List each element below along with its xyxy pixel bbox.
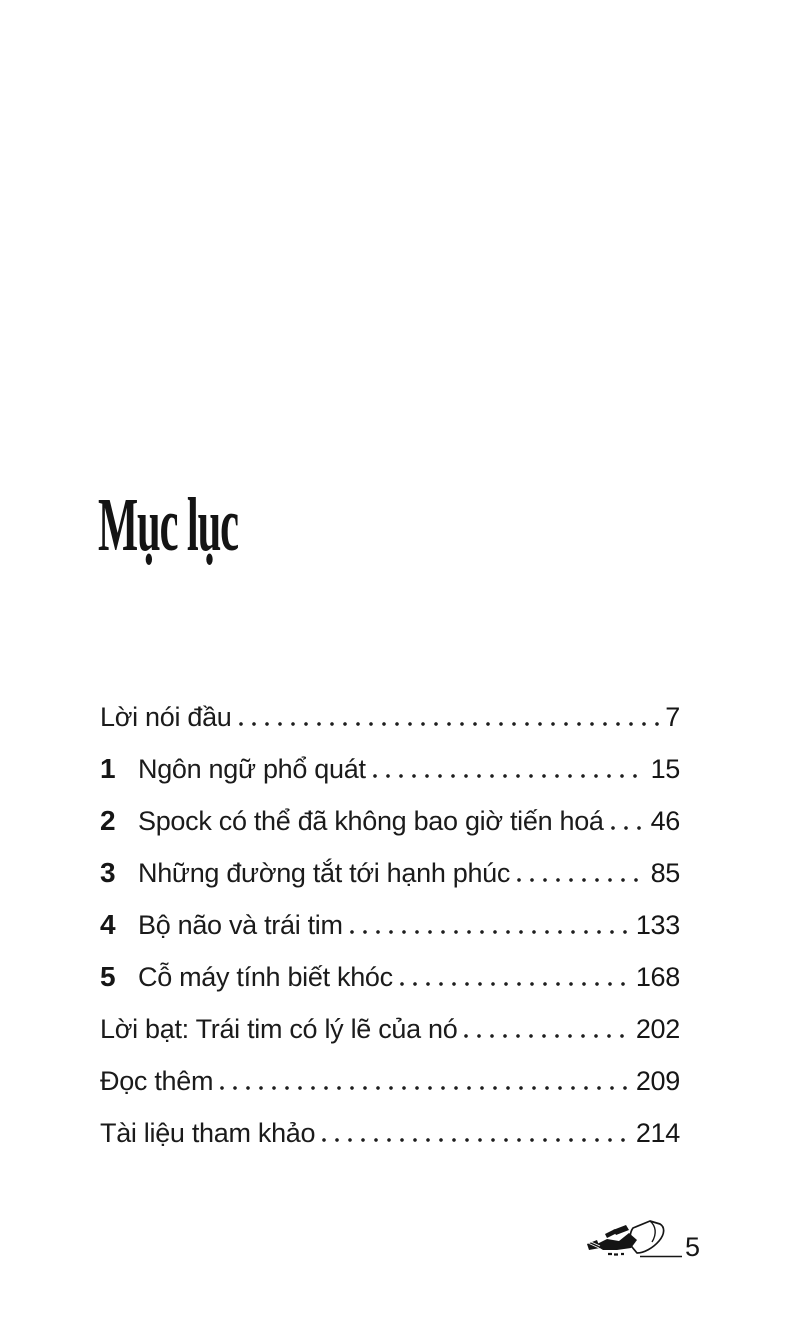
dot-leader (350, 930, 630, 934)
entry-page-number: 202 (635, 1014, 680, 1044)
chapter-number: 1 (100, 753, 116, 784)
toc-entry (100, 751, 680, 787)
entry-title: Bộ não và trái tim (138, 910, 343, 940)
dot-leader (220, 1086, 630, 1090)
entry-title: Cỗ máy tính biết khóc (138, 962, 393, 992)
entry-page-number: 7 (665, 702, 680, 732)
dot-leader (373, 774, 645, 778)
table-of-contents (100, 699, 680, 1167)
entry-title: Lời bạt: Trái tim có lý lẽ của nó (100, 1014, 458, 1044)
toc-entry (100, 699, 680, 735)
dot-leader (322, 1138, 630, 1142)
entry-page-number: 133 (635, 910, 680, 940)
chapter-number: 5 (100, 961, 116, 992)
toc-entry (100, 1115, 680, 1151)
toc-entry (100, 1063, 680, 1099)
toc-entry (100, 855, 680, 891)
flying-figure-doodle-icon (586, 1217, 682, 1260)
folio-page-number: 5 (685, 1232, 701, 1262)
entry-page-number: 15 (650, 754, 680, 784)
entry-title: Đọc thêm (100, 1066, 214, 1096)
toc-entry (100, 803, 680, 839)
dot-leader (517, 878, 644, 882)
entry-title: Ngôn ngữ phổ quát (138, 754, 366, 784)
dot-leader (464, 1034, 629, 1038)
toc-entry (100, 907, 680, 943)
entry-page-number: 209 (635, 1066, 680, 1096)
entry-title: Những đường tắt tới hạnh phúc (138, 858, 511, 888)
dot-leader (400, 982, 630, 986)
chapter-number: 4 (100, 909, 116, 940)
entry-title: Spock có thể đã không bao giờ tiến hoá (138, 806, 604, 836)
entry-page-number: 168 (635, 962, 680, 992)
chapter-number: 2 (100, 805, 116, 836)
chapter-number: 3 (100, 857, 116, 888)
page-title: Mục lục (98, 483, 238, 567)
page-footer (586, 1217, 700, 1260)
dot-leader (611, 826, 645, 830)
entry-page-number: 214 (635, 1118, 680, 1148)
entry-page-number: 85 (650, 858, 680, 888)
dot-leader (239, 722, 660, 726)
entry-title: Lời nói đầu (100, 702, 232, 732)
entry-title: Tài liệu tham khảo (100, 1118, 316, 1148)
entry-page-number: 46 (650, 806, 680, 836)
toc-entry (100, 959, 680, 995)
toc-entry (100, 1011, 680, 1047)
